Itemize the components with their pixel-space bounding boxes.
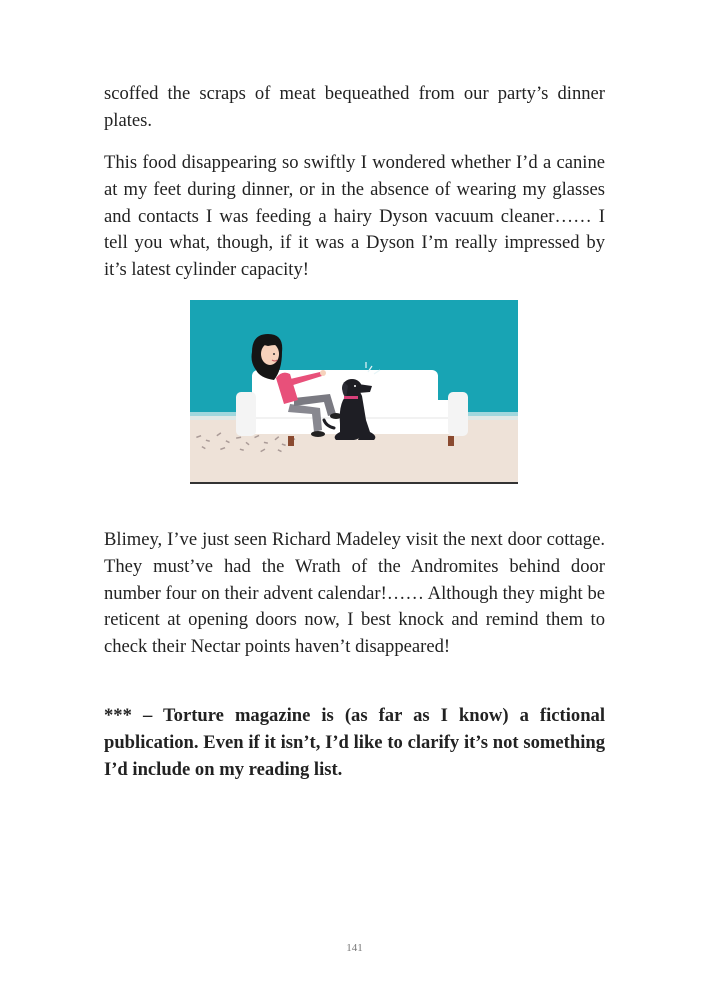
paragraph-richard-madeley: Blimey, I’ve just seen Richard Madeley visit the next door cottage. They must’ve had the Wrath of the Andromites behind door number four on their advent calendar!…… Although they might be reticent at opening doors now, I best knock and remind them to check their Nectar points haven’t disappeared! — [104, 529, 605, 658]
illustration-woman-sofa-dog — [190, 300, 518, 484]
page-number: 141 — [346, 942, 363, 954]
paragraph-footnote-torture-magazine: *** – Torture magazine is (as far as I know) a fictional publication. Even if it isn’t, I’d like to clarify it’s not something I’d include on my reading list. — [104, 705, 605, 780]
paragraph-dinner-scraps: scoffed the scraps of meat bequeathed from our party’s dinner plates. — [104, 83, 605, 131]
paragraph-dyson-vacuum: This food disappearing so swiftly I wondered whether I’d a canine at my feet during dinner, or in the absence of wearing my glasses and contacts I was feeding a hairy Dyson vacuum cleaner…… I tell you what, though, if it was a Dyson I’m really impressed by it’s latest cylinder capacity! — [104, 152, 605, 281]
